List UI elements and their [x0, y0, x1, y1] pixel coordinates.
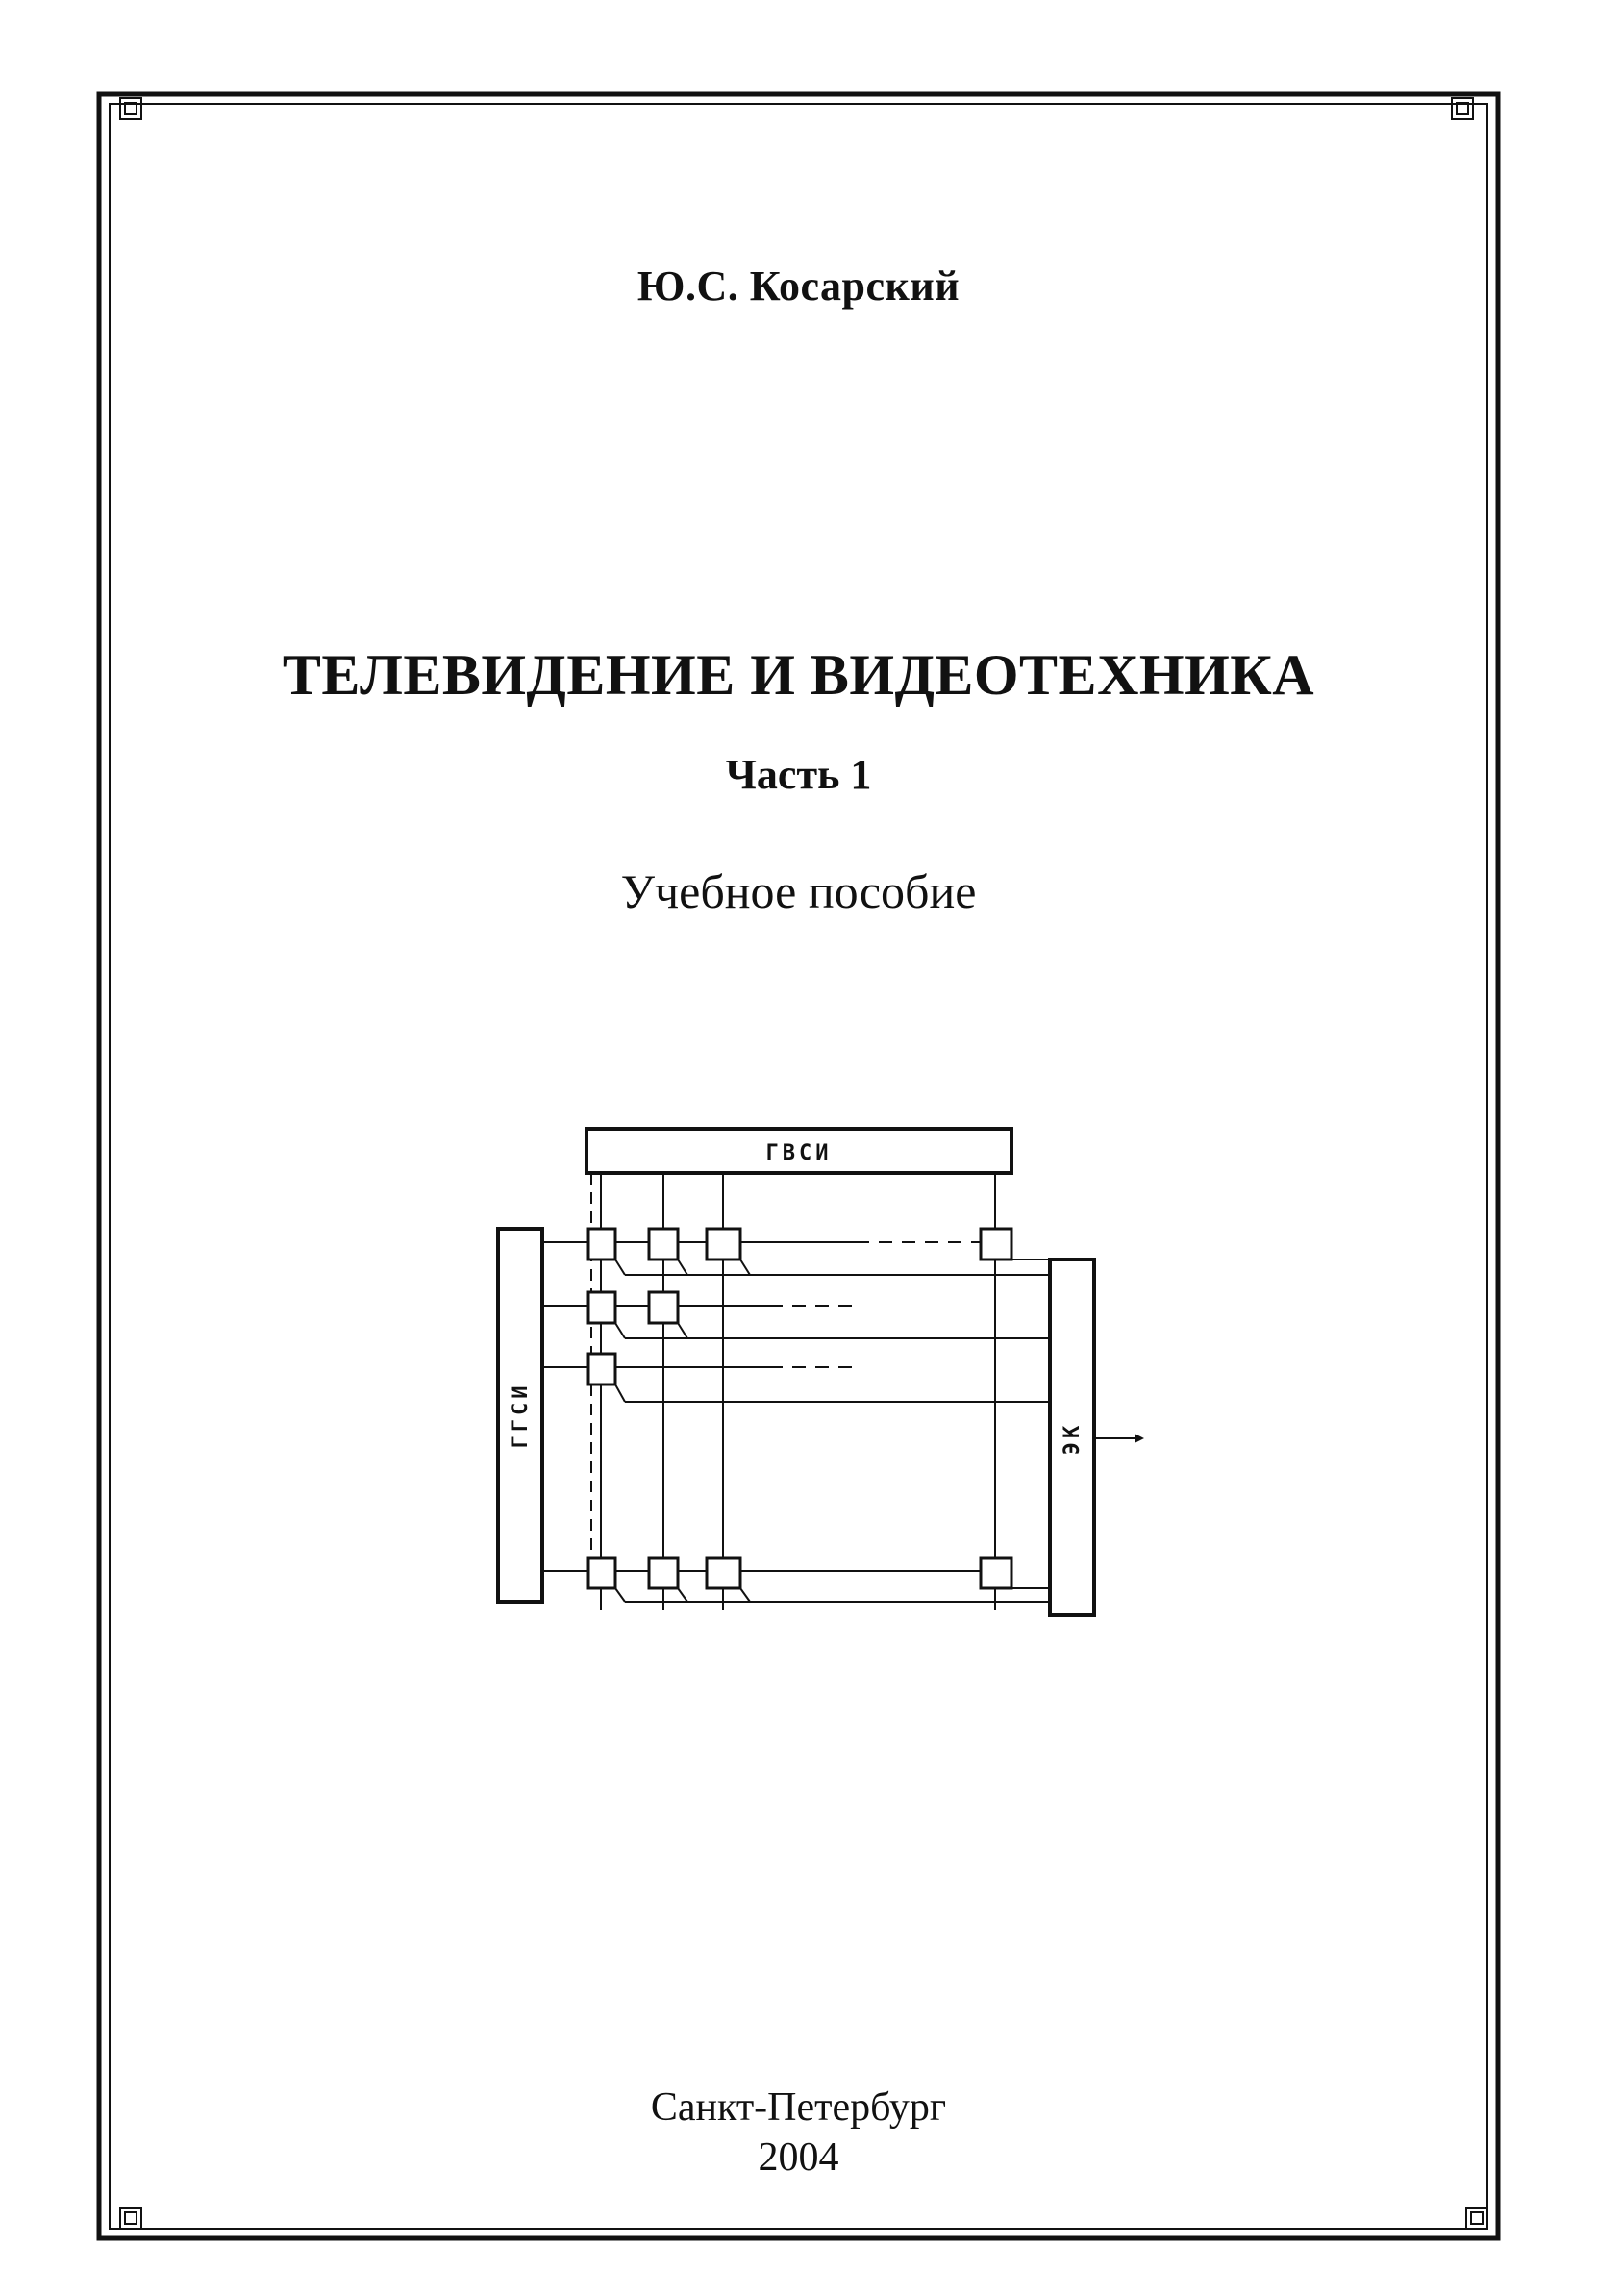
book-title: ТЕЛЕВИДЕНИЕ И ВИДЕОТЕХНИКА	[282, 643, 1315, 707]
output-lines	[615, 1260, 1050, 1602]
corner-ornament-top-right	[1452, 98, 1473, 119]
book-part: Часть 1	[725, 751, 872, 798]
publication-year: 2004	[758, 2135, 839, 2180]
top-block-label: ГВСИ	[765, 1141, 833, 1165]
publication-city: Санкт-Петербург	[650, 2085, 947, 2130]
corner-ornament-bottom-right	[1466, 2208, 1487, 2229]
right-block-label: ЭК	[1061, 1421, 1085, 1456]
author-name: Ю.С. Косарский	[636, 262, 961, 310]
corner-ornament-bottom-left	[120, 2208, 141, 2229]
book-subtitle: Учебное пособие	[620, 864, 977, 918]
switch-cells	[588, 1229, 1011, 1588]
left-block-label: ГГСИ	[509, 1382, 533, 1449]
corner-ornament-top-left	[120, 98, 141, 119]
matrix-scan-diagram	[481, 1115, 1154, 1654]
